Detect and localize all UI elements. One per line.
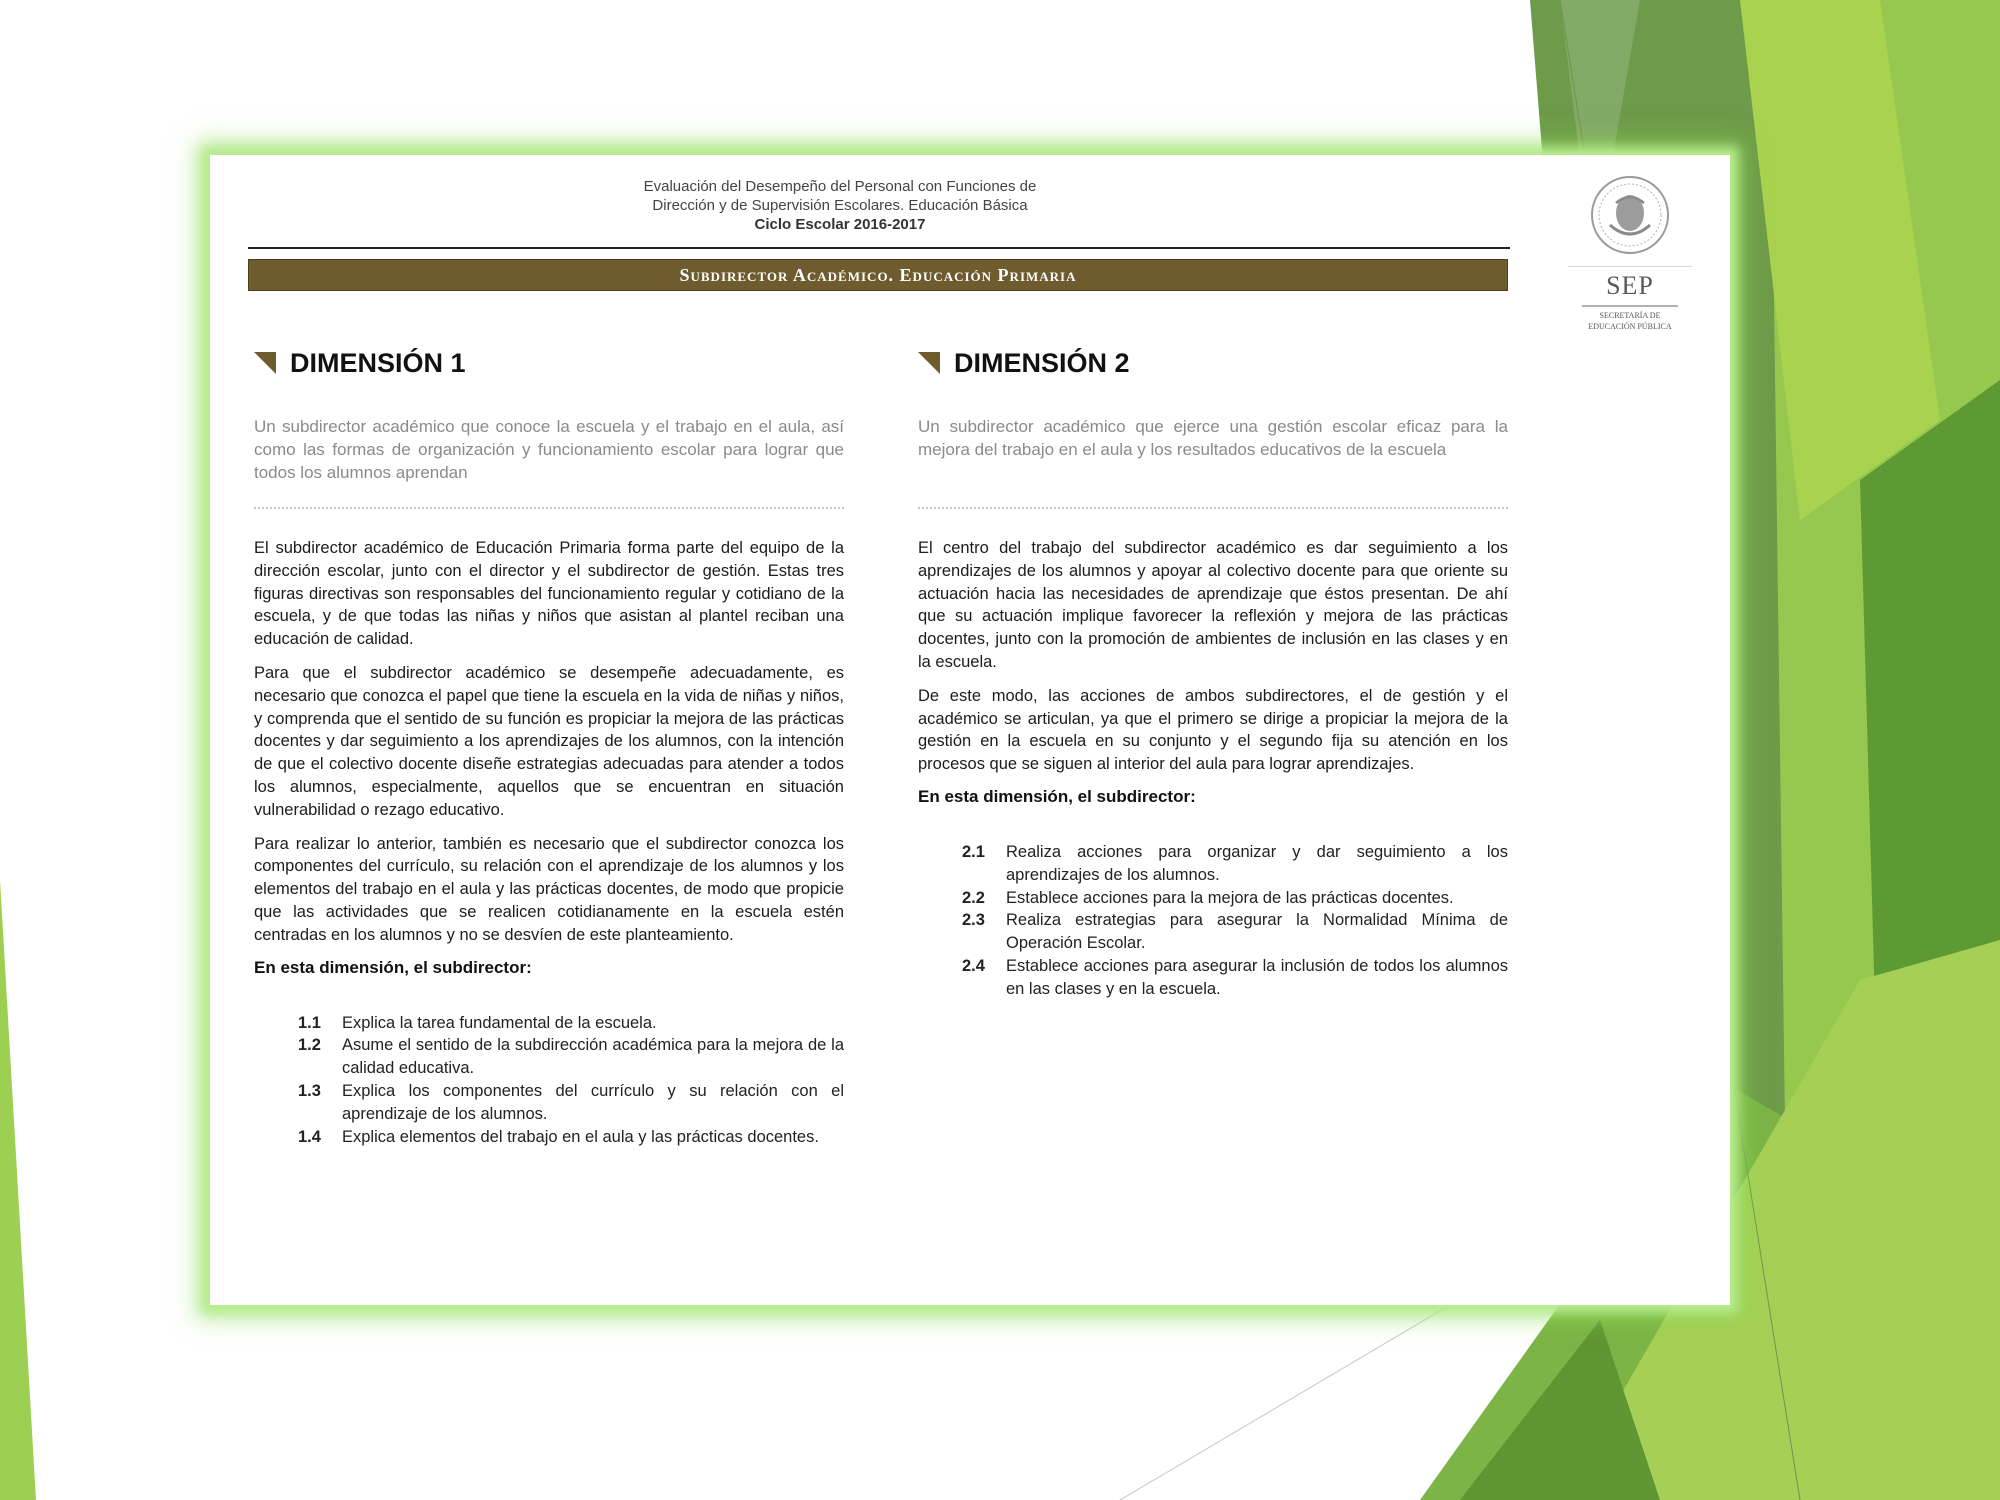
list-item [958, 909, 1508, 955]
triangle-bullet-icon [918, 352, 940, 374]
document-page [210, 155, 1730, 1305]
list-item [294, 1080, 844, 1126]
item-number: 2.1 [962, 842, 985, 861]
dimension-1-title: DIMENSIÓN 1 [290, 347, 466, 378]
sep-wordmark: SEP [1606, 271, 1654, 300]
logo-divider [1568, 266, 1692, 267]
item-text: Establece acciones para asegurar la inclusión de todos los alumnos en las clases y en la escuela. [1006, 956, 1508, 998]
paragraph: De este modo, las acciones de ambos subdirectores, el de gestión y el académico se articulan, ya que el primero se dirige a propiciar la mejora de la gestión en la escuela en su conjunto y el segundo fija su atención en los procesos que se siguen al interior del aula para lograr aprendizajes. [918, 686, 1508, 774]
paragraph: El subdirector académico de Educación Primaria forma parte del equipo de la dirección escolar, junto con el director y el subdirector de gestión. Estas tres figuras directivas son responsables del funcionamiento regular y cotidiano de la escuela, y de que todas las niñas y niños que asistan al plantel reciban una educación de calidad. [254, 539, 844, 649]
sep-logo [1560, 173, 1700, 331]
dimension-2-lead: En esta dimensión, el subdirector: [918, 786, 1196, 806]
header-line-3: Ciclo Escolar 2016-2017 [754, 216, 926, 233]
dimension-1-lead: En esta dimensión, el subdirector: [254, 957, 532, 977]
item-text: Explica la tarea fundamental de la escuela. [342, 1013, 657, 1032]
triangle-bullet-icon [254, 352, 276, 374]
item-number: 1.2 [298, 1036, 321, 1055]
item-text: Establece acciones para la mejora de las prácticas docentes. [1006, 888, 1454, 907]
item-number: 2.4 [962, 956, 985, 975]
paragraph: Para realizar lo anterior, también es necesario que el subdirector conozca los componentes del currículo, su relación con el aprendizaje de los alumnos y los elementos del trabajo en el aula y las prácticas docentes, de modo que propicie que las actividades que se realicen cotidianamente en la escuela estén centradas en los alumnos y no se desvíen de este planteamiento. [254, 834, 844, 944]
item-number: 1.3 [298, 1081, 321, 1100]
paragraph: Para que el subdirector académico se desempeñe adecuadamente, es necesario que conozca el papel que tiene la escuela en la vida de niñas y niños, y comprenda que el sentido de su función es propiciar la mejora de las prácticas docentes y dar seguimiento a los aprendizajes de los alumnos, con la intención de que el colectivo docente diseñe estrategias adecuadas para atender a todos los alumnos, especialmente, aquellos que se encuentran en situación vulnerabilidad o rezago educativo. [254, 663, 844, 819]
header-line-1: Evaluación del Desempeño del Personal con Funciones de [643, 178, 1037, 195]
list-item [958, 955, 1508, 1001]
item-text: Realiza acciones para organizar y dar seguimiento a los aprendizajes de los alumnos. [1006, 842, 1508, 884]
header-rule [248, 247, 1510, 249]
dimension-2-items [958, 841, 1508, 1001]
dimension-2-column [918, 345, 1508, 1001]
item-text: Explica elementos del trabajo en el aula y las prácticas docentes. [342, 1127, 819, 1146]
header-line-2: Dirección y de Supervisión Escolares. Educación Básica [652, 197, 1028, 214]
sep-underline [1582, 305, 1678, 307]
item-number: 1.4 [298, 1127, 321, 1146]
sep-subtitle-line-1: SECRETARÍA DE [1599, 311, 1661, 320]
bg-shape-left-sliver [0, 880, 36, 1500]
dotted-separator [254, 507, 844, 509]
mexican-seal-icon [1588, 173, 1672, 257]
item-number: 1.1 [298, 1013, 321, 1032]
dimension-1-items [294, 1012, 844, 1149]
dimension-1-intro: Un subdirector académico que conoce la escuela y el trabajo en el aula, así como las formas de organización y funcionamiento escolar para lograr que todos los alumnos aprendan [254, 417, 844, 482]
dimension-2-title: DIMENSIÓN 2 [954, 347, 1130, 378]
list-item [294, 1126, 844, 1149]
item-text: Explica los componentes del currículo y su relación con el aprendizaje de los alumnos. [342, 1081, 844, 1123]
dimension-2-heading [918, 345, 1508, 381]
list-item [958, 887, 1508, 910]
item-number: 2.2 [962, 888, 985, 907]
dimension-2-intro: Un subdirector académico que ejerce una gestión escolar eficaz para la mejora del trabajo en el aula y los resultados educativos de la escuela [918, 417, 1508, 459]
item-text: Asume el sentido de la subdirección académica para la mejora de la calidad educativa. [342, 1036, 844, 1078]
list-item [958, 841, 1508, 887]
section-banner: Subdirector Académico. Educación Primaria [248, 259, 1508, 291]
paragraph: El centro del trabajo del subdirector académico es dar seguimiento a los aprendizajes de los alumnos y apoyar al colectivo docente para que oriente su actuación hacia las necesidades de aprendizaje que éstos presentan. De ahí que su actuación implique favorecer la reflexión y mejora de las prácticas docentes, junto con la promoción de ambientes de inclusión en las clases y en la escuela. [918, 539, 1508, 671]
dotted-separator [918, 507, 1508, 509]
sep-subtitle [1560, 310, 1700, 332]
list-item [294, 1012, 844, 1035]
list-item [294, 1034, 844, 1080]
item-text: Realiza estrategias para asegurar la Normalidad Mínima de Operación Escolar. [1006, 911, 1508, 953]
item-number: 2.3 [962, 911, 985, 930]
document-header [210, 177, 1470, 234]
sep-subtitle-line-2: EDUCACIÓN PÚBLICA [1588, 322, 1672, 331]
dimension-1-heading [254, 345, 844, 381]
dimension-1-column [254, 345, 844, 1148]
